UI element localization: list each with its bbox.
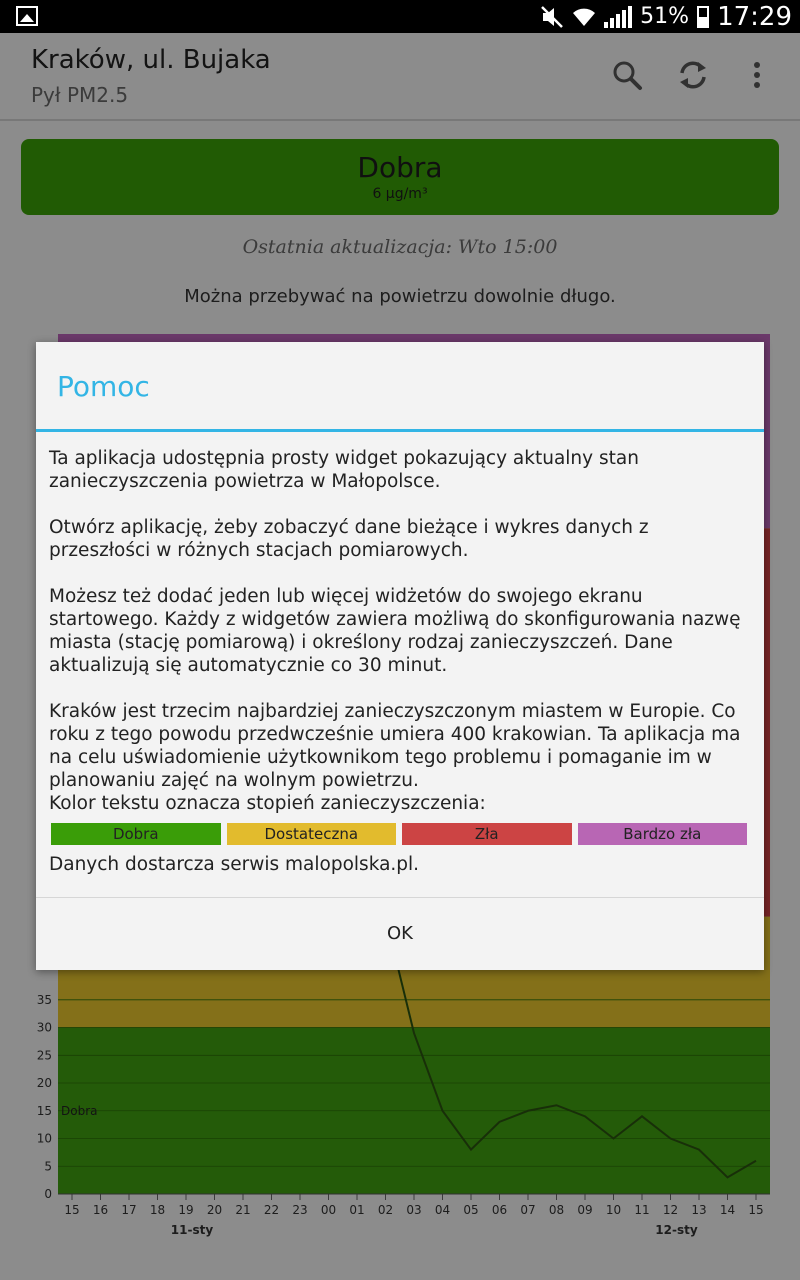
- dialog-paragraph: Otwórz aplikację, żeby zobaczyć dane bieżące i wykres danych z przeszłości w różnych stacjach pomiarowych.: [49, 517, 649, 561]
- legend-moderate: Dostateczna: [227, 823, 397, 845]
- clock: 17:29: [717, 1, 792, 32]
- x-tick-label: 01: [349, 1203, 365, 1217]
- y-tick-label: 25: [36, 1048, 52, 1063]
- legend-intro: Kolor tekstu oznacza stopień zanieczyszczenia:: [49, 793, 486, 814]
- dialog-title-divider: [36, 429, 764, 432]
- x-tick-label: 00: [320, 1203, 337, 1217]
- y-tick-label: 30: [36, 1020, 52, 1035]
- x-tick-label: 04: [434, 1203, 451, 1217]
- data-source-text: Danych dostarcza serwis malopolska.pl.: [49, 854, 420, 875]
- signal-icon: [604, 6, 632, 28]
- dialog-title: Pomoc: [57, 370, 150, 403]
- battery-icon: [697, 6, 709, 28]
- x-tick-label: 20: [206, 1203, 223, 1217]
- legend-very-bad: Bardzo zła: [578, 823, 748, 845]
- x-tick-label: 15: [748, 1203, 764, 1217]
- dialog-paragraph: Ta aplikacja udostępnia prosty widget pokazujący aktualny stan zanieczyszczenia powietrza w Małopolsce.: [49, 448, 639, 492]
- x-tick-label: 11: [634, 1203, 650, 1217]
- y-tick-label: 35: [36, 992, 52, 1007]
- x-tick-label: 16: [92, 1203, 109, 1217]
- x-tick-label: 13: [691, 1203, 707, 1217]
- quality-label: Dobra: [357, 151, 443, 184]
- concentration-value: 6 µg/m³: [372, 186, 428, 202]
- station-title: Kraków, ul. Bujaka: [31, 45, 271, 75]
- x-tick-label: 02: [377, 1203, 394, 1217]
- x-tick-label: 17: [121, 1203, 137, 1217]
- x-tick-label: 19: [178, 1203, 194, 1217]
- image-notification-icon: [16, 6, 38, 26]
- y-tick-label: 15: [36, 1103, 52, 1118]
- battery-percent: 51%: [640, 4, 690, 29]
- x-tick-label: 21: [235, 1203, 251, 1217]
- y-tick-label: 20: [36, 1076, 52, 1091]
- x-tick-label: 07: [520, 1203, 536, 1217]
- x-tick-label: 10: [605, 1203, 622, 1217]
- dialog-paragraph: Możesz też dodać jeden lub więcej widżetów do swojego ekranu startowego. Każdy z widgetów zawiera możliwą do skonfigurowania nazwę miasta (stację pomiarową) i określony rodzaj zanieczyszczeń. Dane aktualizują się automatycznie co 30 minut.: [49, 586, 741, 676]
- x-tick-label: 14: [719, 1203, 736, 1217]
- y-tick-label: 10: [36, 1131, 52, 1146]
- mute-icon: [540, 6, 564, 28]
- date-label: 11-sty: [170, 1223, 214, 1237]
- ok-button[interactable]: OK: [387, 923, 413, 944]
- x-tick-label: 05: [463, 1203, 479, 1217]
- pollutant-subtitle: Pył PM2.5: [31, 83, 129, 107]
- date-label: 12-sty: [655, 1223, 698, 1237]
- x-tick-label: 22: [263, 1203, 280, 1217]
- status-bar: [0, 0, 800, 33]
- help-dialog: [36, 342, 764, 970]
- color-legend: [51, 823, 747, 845]
- advice-text: Można przebywać na powietrzu dowolnie długo.: [184, 286, 616, 307]
- x-tick-label: 15: [64, 1203, 80, 1217]
- x-tick-label: 23: [292, 1203, 308, 1217]
- x-tick-label: 18: [149, 1203, 166, 1217]
- legend-bad: Zła: [402, 823, 572, 845]
- x-tick-label: 06: [491, 1203, 508, 1217]
- y-tick-label: 0: [44, 1187, 52, 1201]
- last-update-text: Ostatnia aktualizacja: Wto 15:00: [242, 236, 558, 258]
- dialog-body: [49, 447, 749, 876]
- y-tick-label: 5: [44, 1159, 52, 1174]
- legend-good: Dobra: [51, 823, 221, 845]
- x-tick-label: 12: [662, 1203, 679, 1217]
- x-tick-label: 09: [577, 1203, 593, 1217]
- x-tick-label: 03: [406, 1203, 422, 1217]
- band-label: Dobra: [61, 1103, 98, 1118]
- wifi-icon: [572, 6, 596, 28]
- status-bar-indicators: [540, 0, 792, 33]
- x-tick-label: 08: [548, 1203, 565, 1217]
- dialog-paragraph: Kraków jest trzecim najbardziej zanieczyszczonym miastem w Europie. Co roku z tego powodu przedwcześnie umiera 400 krakowian. Ta aplikacja ma na celu uświadomienie użytkownikom tego problemu i pomaganie im w planowaniu zajęć na wolnym powietrzu.: [49, 701, 741, 791]
